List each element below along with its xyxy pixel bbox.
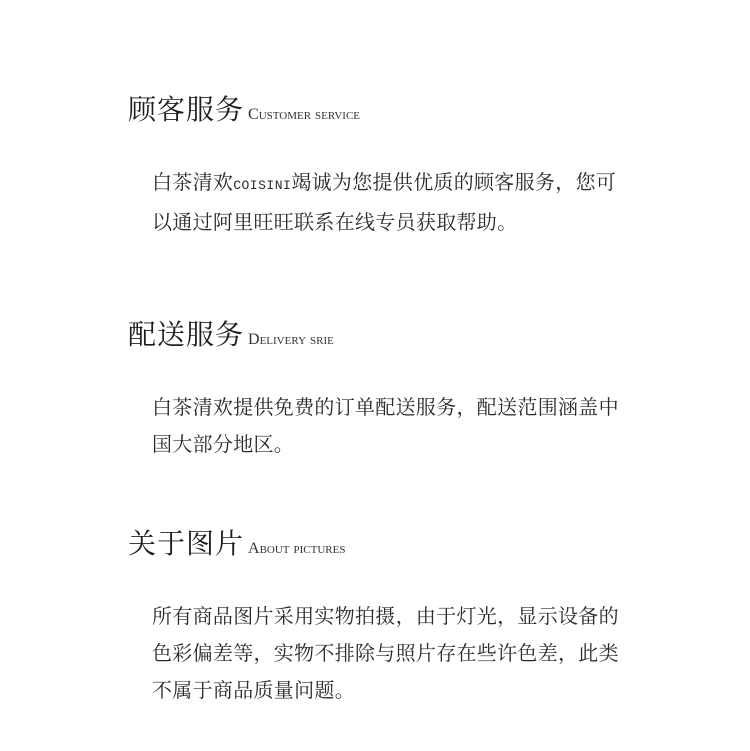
section-title-en: Customer service (248, 106, 361, 123)
section-title-zh: 顾客服务 (128, 93, 245, 126)
section-heading (128, 522, 688, 562)
section-title-zh: 配送服务 (128, 318, 245, 351)
section-body-text: 所有商品图片采用实物拍摄，由于灯光，显示设备的色彩偏差等，实物不排除与照片存在些许色差，此类不属于商品质量问题。 (152, 604, 619, 702)
section-heading (128, 313, 688, 353)
body-text-pre: 白茶清欢 (152, 170, 234, 194)
body-text-post: 竭诚为您提供优质的顾客服务，您可以通过阿里旺旺联系在线专员获取帮助。 (152, 170, 617, 234)
customer-service-section (128, 88, 688, 241)
about-pictures-section (128, 522, 688, 709)
section-heading (128, 88, 688, 128)
section-title-zh: 关于图片 (128, 527, 245, 560)
section-title-en: Delivery srie (248, 331, 334, 348)
section-title-en: About pictures (248, 540, 346, 557)
section-body-text (152, 164, 622, 241)
delivery-service-section (128, 313, 688, 463)
brand-name: COISINI (233, 178, 292, 193)
section-body-text: 白茶清欢提供免费的订单配送服务，配送范围涵盖中国大部分地区。 (152, 395, 619, 456)
